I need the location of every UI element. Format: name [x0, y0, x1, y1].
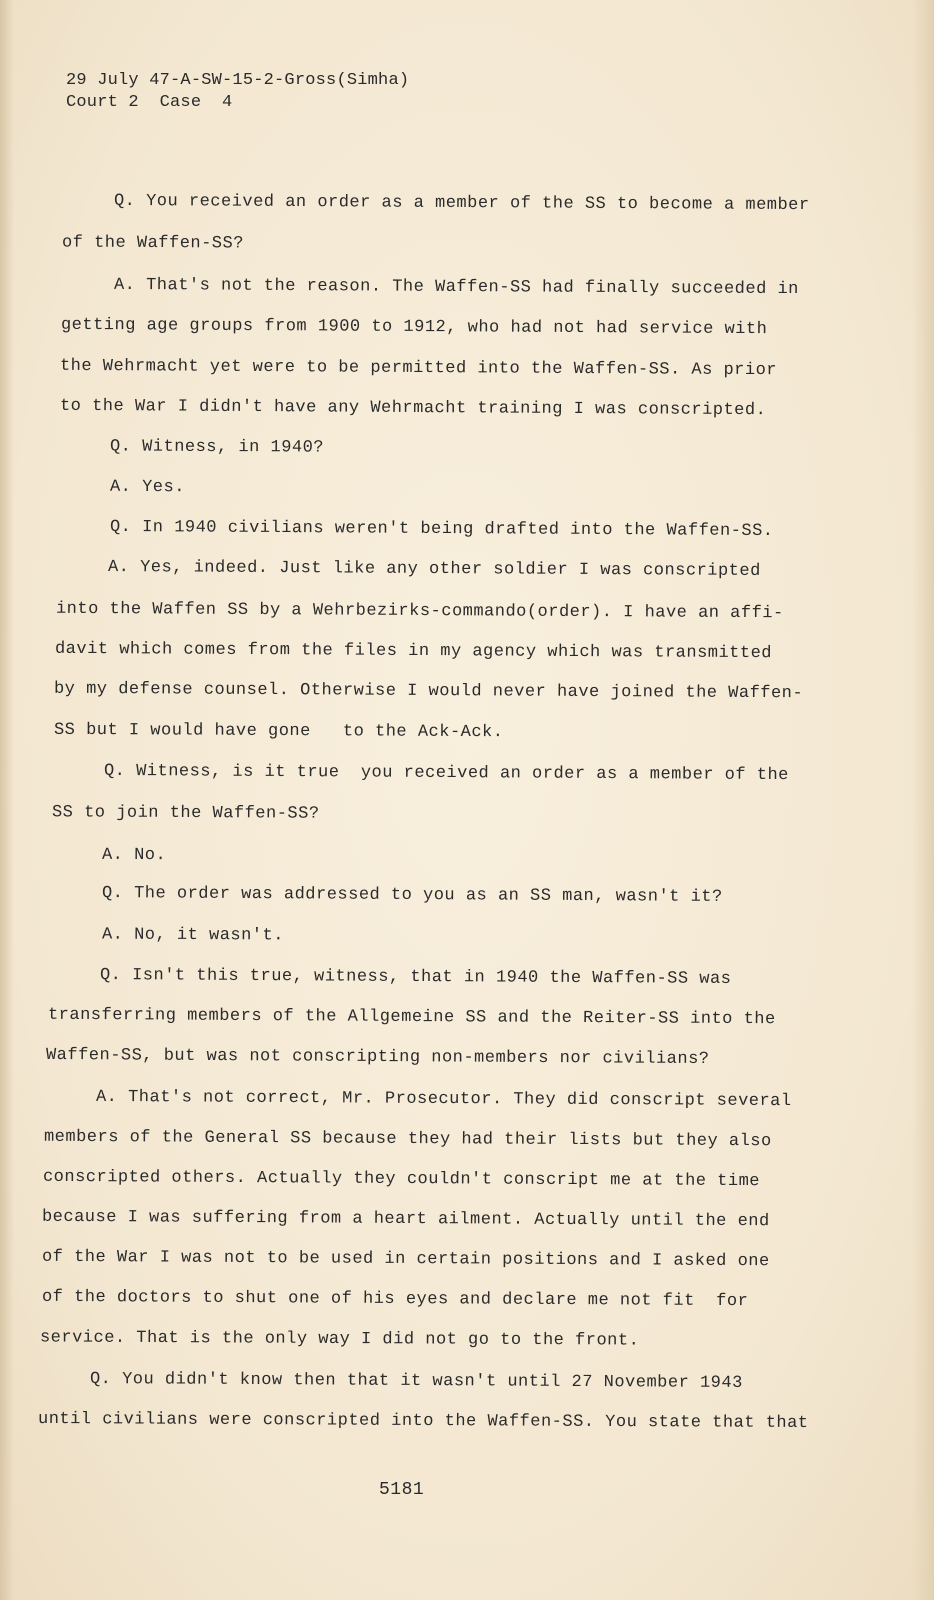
transcript-line-30: Q. You didn't know then that it wasn't until 27 November 1943: [89, 1370, 743, 1393]
transcript-line-31: until civilians were conscripted into the Waffen-SS. You state that that: [37, 1409, 809, 1434]
transcript-line-20: Q. Isn't this true, witness, that in 1940 the Waffen-SS was: [99, 966, 732, 989]
transcript-line-10: A. Yes, indeed. Just like any other soldier I was conscripted: [107, 558, 761, 581]
transcript-line-8: A. Yes.: [109, 477, 185, 498]
header-line-date-reference: 29 July 47-A-SW-15-2-Gross(Simha): [66, 71, 410, 90]
transcript-line-18: Q. The order was addressed to you as an SS man, wasn't it?: [101, 884, 723, 907]
transcript-line-6: to the War I didn't have any Wehrmacht training I was conscripted.: [59, 396, 767, 421]
transcript-line-11: into the Waffen SS by a Wehrbezirks-commando(order). I have an affi-: [55, 599, 784, 624]
transcript-line-4: getting age groups from 1900 to 1912, who had not had service with: [60, 315, 768, 340]
transcript-line-27: of the War I was not to be used in certain positions and I asked one: [41, 1247, 770, 1272]
transcript-line-19: A. No, it wasn't.: [101, 925, 284, 946]
transcript-line-22: Waffen-SS, but was not conscripting non-members nor civilians?: [45, 1045, 710, 1070]
header-line-court-case: Court 2 Case 4: [66, 93, 233, 112]
transcript-line-29: service. That is the only way I did not go to the front.: [39, 1328, 640, 1351]
transcript-line-2: of the Waffen-SS?: [61, 233, 244, 254]
transcript-line-15: Q. Witness, is it true you received an order as a member of the: [103, 761, 789, 786]
transcript-line-23: A. That's not correct, Mr. Prosecutor. They did conscript several: [95, 1087, 792, 1112]
transcript-line-9: Q. In 1940 civilians weren't being drafted into the Waffen-SS.: [109, 517, 774, 542]
transcript-line-13: by my defense counsel. Otherwise I would never have joined the Waffen-: [53, 679, 804, 704]
transcript-line-12: davit which comes from the files in my agency which was transmitted: [54, 639, 773, 664]
transcript-line-16: SS to join the Waffen-SS?: [51, 803, 320, 824]
transcript-line-26: because I was suffering from a heart ailment. Actually until the end: [41, 1207, 770, 1232]
transcript-line-17: A. No.: [101, 845, 167, 866]
transcript-line-24: members of the General SS because they had their lists but they also: [43, 1127, 772, 1152]
transcript-line-3: A. That's not the reason. The Waffen-SS had finally succeeded in: [113, 275, 799, 300]
transcript-line-1: Q. You received an order as a member of the SS to become a member: [113, 191, 810, 216]
document-header: [66, 70, 409, 114]
transcript-line-7: Q. Witness, in 1940?: [109, 437, 325, 458]
page-number: 5181: [379, 1480, 425, 1500]
page-edge-shadow-left: [0, 0, 14, 1600]
transcript-line-5: the Wehrmacht yet were to be permitted into the Waffen-SS. As prior: [59, 356, 778, 381]
transcript-line-14: SS but I would have gone to the Ack-Ack.: [53, 720, 504, 743]
page-edge-shadow-right: [912, 0, 934, 1600]
transcript-line-25: conscripted others. Actually they couldn't conscript me at the time: [42, 1167, 761, 1192]
transcript-line-28: of the doctors to shut one of his eyes and declare me not fit for: [41, 1287, 749, 1312]
transcript-line-21: transferring members of the Allgemeine SS and the Reiter-SS into the: [47, 1005, 776, 1030]
